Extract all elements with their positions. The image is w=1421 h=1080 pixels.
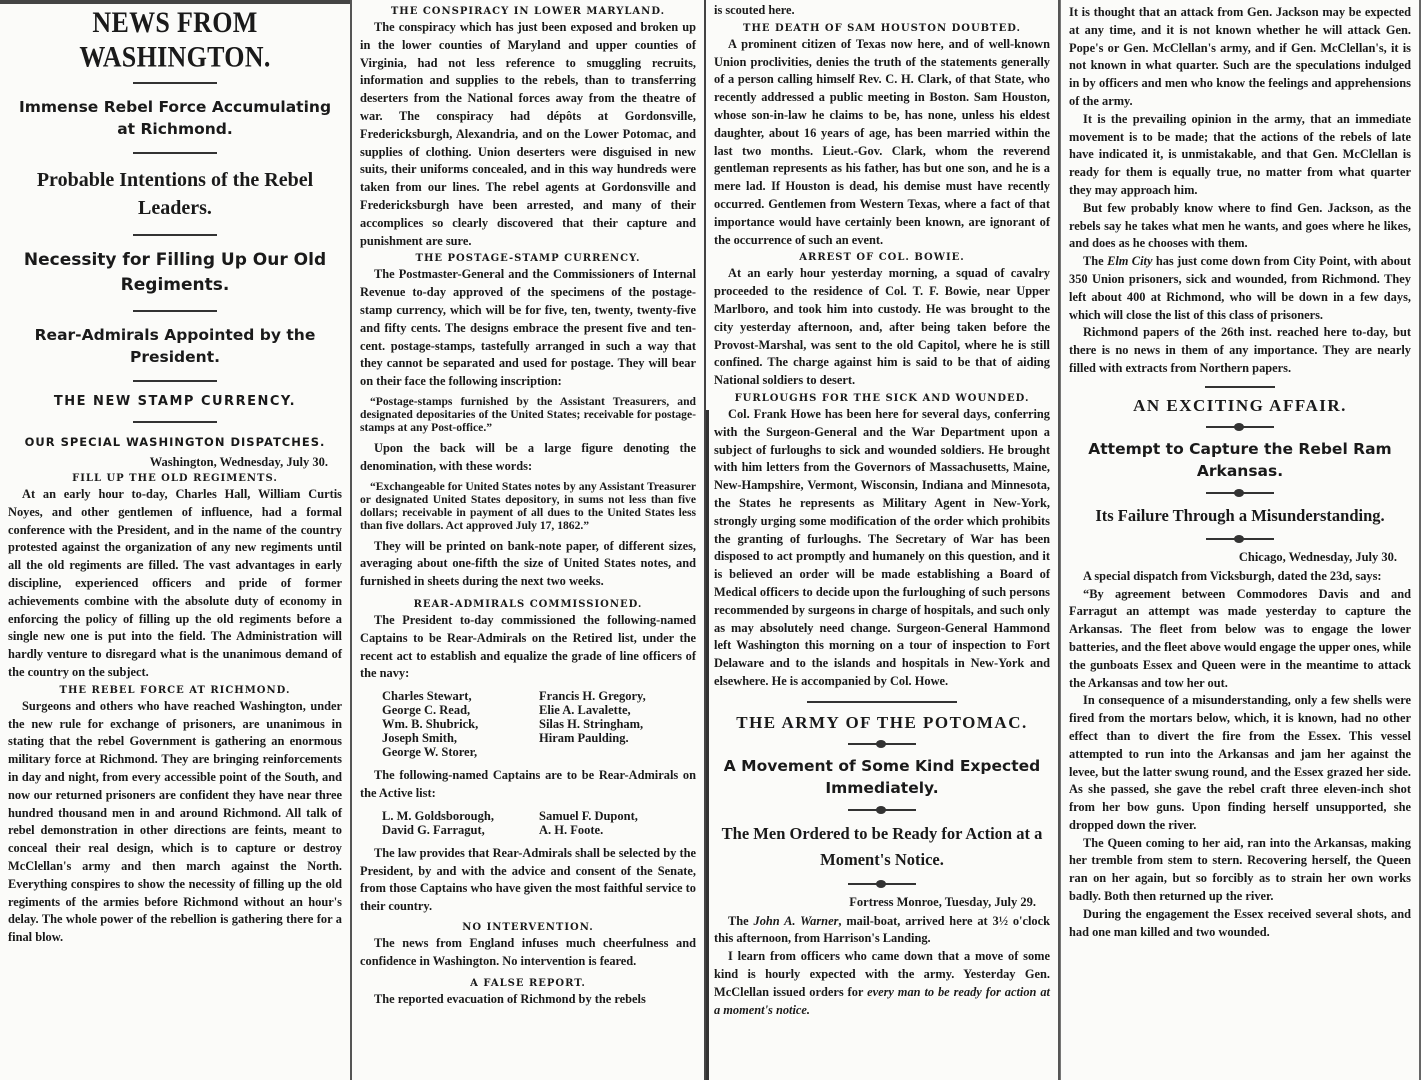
headline: THE NEW STAMP CURRENCY. [53, 394, 297, 409]
officer-name: George W. Storer, [382, 745, 478, 760]
article-paragraph: The law provides that Rear-Admirals shall be selected by the President, by and with the advice and consent of the Senate, from those Captains who have given the most faithful service to their country. [360, 845, 696, 914]
column-4 [1060, 0, 1421, 1080]
divider [133, 421, 217, 423]
article-paragraph: The President to-day commissioned the following-named Captains to be Rear-Admirals on the Retired list, under the recent act to establish and equalize the grade of line officers of the navy: [360, 612, 696, 681]
officer-name: Hiram Paulding. [539, 731, 629, 746]
ornament-divider [1206, 426, 1274, 428]
vessel-name: John A. Warner [753, 913, 839, 928]
article-paragraph: Upon the back will be a large figure denoting the denomination, with these words: [360, 440, 696, 473]
headline: THE ARMY OF THE POTOMAC. [736, 712, 1028, 732]
top-rule [0, 0, 350, 4]
subhead: THE DEATH OF SAM HOUSTON DOUBTED. [743, 22, 1021, 34]
divider [133, 380, 217, 382]
ornament-divider [1206, 492, 1274, 494]
article-paragraph: The news from England infuses much cheerfulness and confidence in Washington. No intervention is feared. [360, 935, 696, 968]
dateline: Chicago, Wednesday, July 30. [1238, 549, 1397, 564]
article-paragraph: The conspiracy which has just been exposed and broken up in the lower counties of Maryland and upper counties of Virginia, had not less reference to smuggling recruits, information and supplies to the rebels, than to transferring deserters from the National forces away from the theatre of war. The conspiracy had dépôts at Gordonsville, Fredericksburgh, Alexandria, and on the Lower Potomac, and supplies of clothing. Union deserters were disguised in new suits, their uniforms concealed, and in this way hundreds were taken from our lines. The rebel agents at Gordonsville and Fredericksburgh have been arrested, and many of their accomplices so clearly discovered that their capture and punishment are sure. [360, 20, 696, 248]
ornament-divider [848, 883, 916, 885]
dateline: Washington, Wednesday, July 30. [149, 455, 328, 469]
headline: AN EXCITING AFFAIR. [1133, 395, 1347, 415]
officer-name: Wm. B. Shubrick, [382, 717, 479, 732]
subhead: A FALSE REPORT. [470, 978, 586, 990]
divider [1205, 386, 1275, 388]
article-paragraph: It is thought that an attack from Gen. Jackson may be expected at any time, and it is not known whether he will attack Gen. Pope's or Gen. McClellan's army, and if Gen. McClellan's, it is not known in what quarter. Such are the speculations indulged in by officers and men who know the feelings and apprehensions of the army. [1069, 5, 1411, 108]
retired-list [360, 689, 696, 759]
officer-name: Samuel F. Dupont, [539, 808, 638, 823]
ornament-divider [848, 809, 916, 811]
divider [133, 82, 217, 84]
headline: Necessity for Filling Up Our Old Regiments. [23, 250, 327, 295]
article-paragraph: “By agreement between Commodores Davis and and Farragut an attempt was made yesterday to capture the Arkansas. The fleet from below was to engage the lower batteries, and the fleet above would engage the upper ones, while the gunboats Essex and Queen were in the meantime to attack the Arkansas and tow her out. [1069, 586, 1411, 690]
ornament-divider [848, 743, 916, 745]
column-3 [706, 0, 1060, 1080]
article-paragraph: Surgeons and others who have reached Washington, under the new rule for exchange of prisoners, are unanimous in stating that the rebel Government is gathering an enormous military force at Richmond. They are bringing reinforcements in day and night, from every accessible point of the South, and now our returned prisoners are confident they have near three hundred thousand men in and around Richmond. All talk of rebel demonstration in other directions are feints, meant to conceal their real design, which is to capture or destroy McClellan's army and then march against the North. Everything conspires to show the necessity of filling up the old regiments of the armies before Richmond without an hour's delay. The whole power of the rebellion is gathering there for a final blow. [8, 698, 342, 945]
officer-name: A. H. Foote. [539, 822, 604, 837]
quoted-inscription: “Exchangeable for United States notes by any Assistant Treasurer or designated United States depository, in sums not less than five dollars; receivable in payment of all dues to the United States less than five dollars. Act approved July 17, 1862.” [360, 479, 696, 532]
headline: Rear-Admirals Appointed by the President. [34, 326, 316, 366]
article-paragraph: Richmond papers of the 26th inst. reached here to-day, but there is no news in them of any importance. They are nearly filled with extracts from Northern papers. [1069, 325, 1411, 375]
officer-name: Charles Stewart, [382, 689, 472, 704]
officer-name: Elie A. Lavalette, [539, 703, 631, 718]
officer-name: Francis H. Gregory, [539, 689, 646, 704]
article-paragraph: In consequence of a misunderstanding, only a few shells were fired from the mortars below, which, it is known, had no other effect than to divert the fire from the Essex. This vessel attempted to run into the Arkansas and jam her against the levee, but the latter swung round, and the Essex grazed her side. As she passed, she gave the rebel craft three eleven-inch shot from her bow guns. Upon finding herself unsupported, she dropped down the river. [1069, 693, 1411, 832]
officer-name: George C. Read, [382, 703, 471, 718]
subhead: REAR-ADMIRALS COMMISSIONED. [413, 598, 643, 610]
subhead: FURLOUGHS FOR THE SICK AND WOUNDED. [734, 392, 1030, 404]
article-paragraph: Col. Frank Howe has been here for several days, conferring with the Surgeon-General and the War Department upon a subject of furloughs to sick and wounded soldiers. He brought with him letters from the Governors of Massachusetts, Maine, New-Hampshire, Vermont, Wisconsin, Indiana and Minnesota, the States he represents as Military Agent in New-York, strongly urging some modification of the order which prohibits the granting of furloughs. The Secretary of War has been disposed to act promptly and humanely on this question, and it is believed an order will be made establishing a Board of Medical officers to decide upon the furloughing of such persons recommended by surgeons in charge of hospitals, and such only as may absolutely need change. Surgeon-General Hammond left Washington this morning on a tour of inspection to Fort Delaware and to the islands and hospitals in New-York and elsewhere. He is accompanied by Col. Howe. [714, 406, 1050, 688]
divider [133, 310, 217, 312]
subhead: THE POSTAGE-STAMP CURRENCY. [415, 253, 641, 265]
officer-name: L. M. Goldsborough, [382, 808, 494, 823]
headline: Its Failure Through a Misunderstanding. [1095, 505, 1385, 525]
officer-name [539, 745, 696, 759]
headline: The Men Ordered to be Ready for Action at a Moment's Notice. [721, 823, 1043, 869]
divider [807, 701, 957, 703]
article-paragraph: But few probably know where to find Gen. Jackson, as the rebels say he takes what men he wants, and goes where he likes, and does as he chooses with them. [1069, 200, 1411, 251]
officer-name: Silas H. Stringham, [539, 717, 644, 732]
divider [133, 152, 217, 154]
officer-name: Joseph Smith, [382, 731, 458, 746]
section-title: OUR SPECIAL WASHINGTON DISPATCHES. [24, 435, 326, 449]
article-paragraph: The following-named Captains are to be Rear-Admirals on the Active list: [360, 768, 696, 800]
article-paragraph: The reported evacuation of Richmond by the rebels [374, 992, 646, 1007]
subhead: THE CONSPIRACY IN LOWER MARYLAND. [390, 6, 666, 17]
subhead: THE REBEL FORCE AT RICHMOND. [59, 684, 291, 696]
article-paragraph: At an early hour yesterday morning, a squad of cavalry proceeded to the residence of Col. T. F. Bowie, near Upper Marlboro, and took him into custody. He was brought to the city yesterday afternoon, and, after being taken before the Provost-Marshal, was sent to the old Capitol, where he is still confined. The charge against him is said to be that of aiding National soldiers to desert. [714, 266, 1050, 388]
article-paragraph: The Queen coming to her aid, ran into the Arkansas, making her tremble from stem to stern. Recovering herself, the Queen ran on her again, but so forcibly as to strain her own works badly. Both then returned up the river. [1069, 835, 1411, 904]
article-paragraph: At an early hour to-day, Charles Hall, William Curtis Noyes, and other gentlemen of influence, had a formal conference with the President, and in the name of the country protested against the organization of any new regiments until all the old regiments are filled. The vast advantages in early discipline, experienced officers and pride of former achievements combine with the absolute duty of economy in enforcing the policy of filling up the old regiments before a single new one is put into the field. The Administration will hardly venture to disregard what is the unanimous demand of the country on the subject. [8, 487, 342, 679]
article-paragraph: It is the prevailing opinion in the army, that an immediate movement is to be made; that the actions of the rebels of late have indicated it, is unmistakable, and that Gen. McClellan is ready for them is equally true, no matter from what quarter they may approach him. [1069, 111, 1411, 197]
article-paragraph: I learn from officers who came down that a move of some kind is hourly expected with the army. Yesterday Gen. McClellan issued orders for every man to be ready for action at a moment's notice. [714, 949, 1050, 1017]
column-1 [0, 0, 352, 1080]
vessel-name: Elm City [1107, 254, 1153, 269]
article-paragraph: is scouted here. [714, 3, 795, 17]
masthead: NEWS FROM WASHINGTON. [79, 5, 271, 74]
dateline: Fortress Monroe, Tuesday, July 29. [849, 894, 1036, 909]
headline: Probable Intentions of the Rebel Leaders. [36, 169, 314, 219]
article-paragraph: A prominent citizen of Texas now here, and of well-known Union proclivities, denies the truth of the statements generally of a person calling himself Rev. C. H. Clark, of that State, who recently addressed a public meeting in Boston. Sam Houston, whose son-in-law he claims to be, has none, unless his eldest daughter, about 16 years of age, has been married within the last two months. Lieut.-Gov. Clark, whom the reverend gentleman represents as his father, has but one son, and he is a mere lad. If Houston is dead, his demise must have recently occurred. Gentlemen from Western Texas, where a fact of that importance would have certainly been known, are ignorant of the occurrence of such an event. [714, 36, 1050, 247]
article-paragraph: The John A. Warner, mail-boat, arrived here at 3½ o'clock this afternoon, from Harrison's Landing. [714, 913, 1050, 946]
article-paragraph: They will be printed on bank-note paper, of different sizes, averaging about one-fifth the size of United States notes, and furnished in sheets during the next two weeks. [360, 538, 696, 589]
subhead: ARREST OF COL. BOWIE. [799, 252, 965, 264]
active-list [360, 809, 696, 837]
officer-name: David G. Farragut, [382, 822, 485, 837]
column-2 [352, 0, 706, 1080]
divider [133, 234, 217, 236]
ornament-divider [1206, 538, 1274, 540]
subhead: FILL UP THE OLD REGIMENTS. [72, 473, 278, 484]
headline: A Movement of Some Kind Expected Immediately. [723, 756, 1041, 797]
quoted-inscription: “Postage-stamps furnished by the Assistant Treasurers, and designated depositaries of the United States; receivable for postage-stamps at any Post-office.” [360, 394, 696, 434]
article-paragraph: The Postmaster-General and the Commissioners of Internal Revenue to-day approved of the specimens of the postage-stamp currency, which will be for five, ten, twenty, twenty-five and fifty cents. The designs embrace the present five and ten-cent. postage-stamps, tastefully arranged in such a way that they cannot be separated and used for postage. They will bear on their face the following inscription: [360, 267, 696, 389]
article-paragraph: A special dispatch from Vicksburgh, dated the 23d, says: [1083, 568, 1382, 583]
headline: Immense Rebel Force Accumulating at Richmond. [18, 98, 332, 138]
headline: Attempt to Capture the Rebel Ram Arkansas. [1088, 439, 1392, 480]
subhead: NO INTERVENTION. [462, 921, 594, 933]
article-paragraph: The Elm City has just come down from City Point, with about 350 Union prisoners, sick and wounded, from Richmond. They left about 400 at Richmond, who will be down in a few days, which will close the list of this class of prisoners. [1069, 254, 1411, 322]
article-paragraph: During the engagement the Essex received several shots, and had one man killed and two wounded. [1069, 906, 1411, 939]
